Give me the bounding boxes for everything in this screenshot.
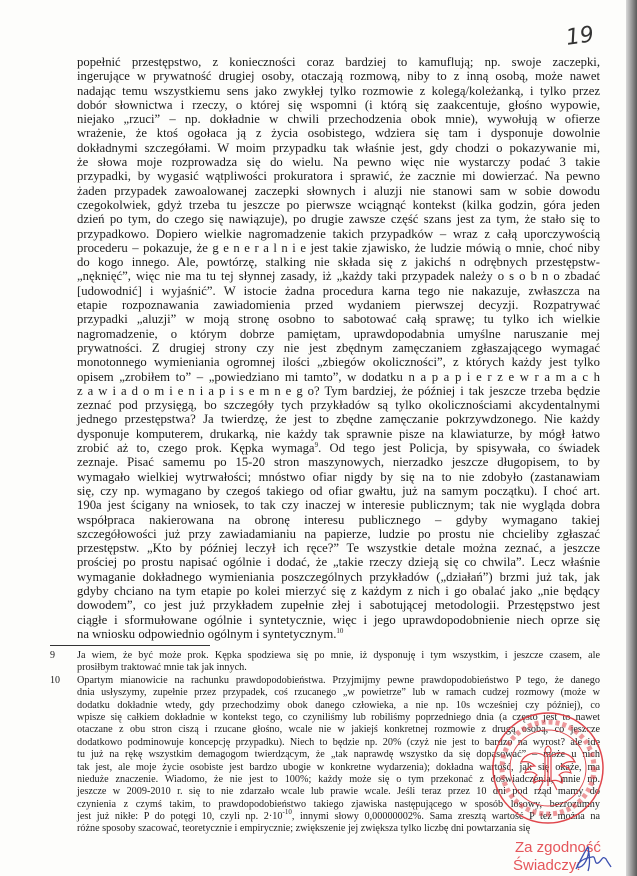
text-line (77, 241, 600, 255)
line-text: ciągłe i sformułowane ogólnie i syntetycznie, więc i jego uprawdopodobnienie niech oprze się (77, 612, 600, 627)
line-text: prywatności. Z drugiej strony czy nie jest zbędnym zamęczaniem zgłaszającego wymagać (77, 340, 600, 355)
text-line (77, 584, 600, 598)
handwritten-page-number: 19 (564, 22, 596, 51)
text-line (77, 412, 600, 426)
line-text: gdyby chciano na tym etapie po kolei mierzyć się z każdym z nich i go obalać jako „nie będący (77, 583, 600, 598)
line-text: popełnić przestępstwo, z konieczności coraz bardziej to kamuflują; np. swoje zaczepki, (77, 55, 600, 69)
line-text: żaden przypadek zawoalowanej zaczepki słownych i aluzji nie stanowi sam w sobie dowodu (77, 183, 600, 198)
line-text: [udowodnić] i wyjaśnić”. W istocie żadna procedura karna tego nie nakazuje, zwłaszcza na (77, 283, 600, 298)
line-text: zeznaje. Pisać samemu po 15-20 stron maszynowych, nierzadko jeszcze długopisem, to by (77, 455, 600, 470)
line-text: nieduże znaczenie. Wiadomo, że nie jest to 100%; każdy może się o tym przekonać z doświadczenia, mnie np. (77, 773, 600, 785)
line-text: , innymi słowy 0,00000002%. Sama zresztą wartość P też można na (291, 811, 600, 823)
line-text: na wniosku odpowiednio ogólnym i syntetycznym. (77, 626, 337, 641)
text-line (77, 555, 600, 569)
line-text: szczegółowości już przy zawiadamianiu na papierze, ludzie po prostu nie chcieliby zgłaszać (77, 526, 600, 541)
line-text: prosiłbym traktować mnie tak jak innych. (77, 662, 247, 674)
text-line (77, 69, 600, 83)
line-text: jest już nikłe: P do potęgi 10, czyli np. 2·10 (77, 811, 283, 823)
text-line (77, 455, 600, 469)
text-line (77, 55, 600, 69)
text-line (77, 269, 600, 283)
line-text: wymaganie dokładnego wymieniania poszczególnych przykładów („działań”) brzmi już tak, jak (77, 569, 600, 584)
line-text: dysponuje komputerem, drukarką, nie każdy tak sprawnie pisze na klawiaturze, by mógł łatwo (77, 426, 600, 441)
text-line (77, 84, 600, 98)
line-text: wymagało wielkiej wytrwałości; mnóstwo ofiar nigdy by się na to nie zdobyło (zastanawiam (77, 469, 600, 484)
text-line (77, 298, 600, 312)
line-text: tu już na rękę wszystkim demagogom twierdzącym, że „tak naprawdę wszystko da się dopasować” – może u nich (77, 749, 600, 761)
line-text: współpraca nakierowana na obronę interesu publicznego – gdyby wymagano takiej (77, 512, 600, 527)
line-text: otaczane z obu stron ciszą i rzucane głośno, wcale nie w jakiejś konkretnej rozmowie z drugą osobą, co jeszcze (77, 724, 600, 736)
line-text: jednego przestępstwa? Ja twierdzę, że jest to zbędne zamęczanie pokrzywdzonego. Nie każdy (77, 412, 600, 427)
line-text: zeznać pod przysięgą, bo szczegóły tych przykładów są tylko okolicznościami akcydentalnymi (77, 398, 600, 413)
line-text: Opartym mianowicie na rachunku prawdopodobieństwa. Przyjmijmy pewne prawdopodobieństwo P tego, że danego (77, 674, 600, 686)
text-line (77, 198, 600, 212)
text-line (77, 255, 600, 269)
line-text: ingerujące w prywatność drugiej osoby, otaczają rozmową, niby to z inną osobą, może nawet (77, 69, 600, 84)
line-text: jeszcze w 2009-2010 r. się to nie zdarzało wcale lub prawie wcale. Jeśli teraz przez 10 dni pod rząd mamy do (77, 786, 600, 798)
text-line (77, 212, 600, 226)
line-text: się, czy np. wymagano by czegoś takiego od ofiar gwałtu, już na samym początku). I choć art. (77, 483, 600, 498)
line-text: monotonnego wymieniania ogromnej ilości „zbiegów okoliczności”, z których każdy jest tylko (77, 355, 600, 370)
text-line (77, 312, 600, 326)
text-line (77, 627, 600, 641)
text-line (77, 327, 600, 341)
attestation-line-1: Za zgodność (515, 839, 601, 856)
line-text: przypadki „aluzji” w moją stronę osobno to sabotować całą sprawę; tu tylko ich wielkie (77, 312, 600, 327)
line-text: nagromadzenie, o którym dobrze pamiętam, uprawdopodabnia umyślne naruszanie mej (77, 326, 600, 341)
scanner-edge (626, 0, 637, 876)
footnote-number: 9 (50, 650, 55, 661)
text-line (77, 398, 600, 412)
text-line (77, 112, 600, 126)
text-line (77, 498, 600, 512)
text-line (77, 184, 600, 198)
line-text: wrażenie, że ktoś ogołaca ją z życia osobistego, wdziera się tam i dysponuje dowolnie (77, 126, 600, 141)
text-line (77, 662, 600, 674)
line-text: że słowa moje rozprowadza się do wielu. Na pewno więc nie wystarczy podać 3 takie (77, 155, 600, 170)
line-text: etapie rozpoznawania zawiadomienia przed wydaniem pierwszej decyzji. Rozpatrywać (77, 298, 600, 313)
attestation-line-2: Świadczy: (513, 856, 581, 874)
text-line (77, 384, 600, 398)
line-text: dokładnymi szczegółami. W moim przypadku tak właśnie jest, gdy chodzi o pokazywanie mi, (77, 140, 600, 155)
line-text: dowodem”, co jest już przykładem zupełnie złej i sabotującej metodologii. Przestępstwo jest (77, 598, 600, 613)
superscript: 10 (336, 626, 344, 635)
text-line (77, 513, 600, 527)
text-line (77, 598, 600, 612)
eagle-emblem-icon (521, 746, 575, 790)
text-line (77, 541, 600, 555)
line-text: czynienia z czymś takim, to prawdopodobieństwo takiego zjawiska następującego w sposób losowy, bezrozumny (77, 798, 600, 810)
signature (572, 843, 612, 873)
line-text: . Od tego jest Policja, by spisywała, co świadek (318, 441, 600, 456)
text-line (77, 527, 600, 541)
text-line (77, 141, 600, 155)
text-line (77, 169, 600, 183)
line-text: przypadki, by wygasić wątpliwości prokuratora i sprawić, że zacznie mi dowierzać. Na pewno (77, 169, 600, 184)
line-text: procederu – pokazuje, że g e n e r a l n i e jest takie zjawisko, że ludzie mówią o mnie, choć niby (77, 240, 600, 255)
text-line (77, 284, 600, 298)
line-text: opisem „zrobiłem to” – „powiedziano mi tamto”, w dodatku n a p a p i e r z e w r a m a c h (77, 369, 600, 384)
line-text: 190a jest ścigany na wniosek, to tak czy inaczej w interesie publicznym; tak nie wygląda dobra (77, 498, 600, 513)
line-text: zrobić aż to, czego prok. Kępka wymaga (77, 441, 315, 456)
line-text: do kogo innego. Ale, powtórzę, stalking nie składa się z jakichś n odrębnych przestępstw- (77, 255, 600, 270)
text-line (77, 427, 600, 441)
text-line (77, 227, 600, 241)
body-text (77, 55, 600, 641)
text-line (77, 570, 600, 584)
line-text: z a w i a d o m i e n i a p i s e m n e g o? Tym bardziej, że później i tak jeszcze trzeba będzie (77, 383, 600, 398)
footnote-separator (50, 645, 210, 646)
line-text: przestępstw. „Kto by później leczył ich ręce?” Te wszystkie detale można zeznać, a jeszcze (77, 541, 600, 556)
superscript: -10 (282, 808, 292, 817)
line-text: niejako „rzuci” – np. dokładnie w chwili przechodzenia obok mnie), wywołują w ofierze (77, 112, 600, 127)
footnote (50, 650, 600, 675)
text-line (77, 675, 600, 687)
line-text: wpisze się całkiem dokładnie w kontekst tego, co czyniliśmy lub robiliśmy poprzedniego dnia (a często jest to nawet (77, 711, 600, 723)
line-text: czegokolwiek, gdyż trzeba tu jeszcze po pierwsze wciągnąć kontekst (kilka godzin, góra jeden (77, 197, 600, 212)
line-text: dodatku dokładnie wtedy, gdy przechodzimy obok danego człowieka, a nie np. 10s wcześniej czy później), co (77, 699, 600, 711)
text-line (77, 687, 600, 699)
line-text: dzień po tym, do czego się nawiązuje), po drugie zawsze część szans jest za tym, że stało się to (77, 212, 600, 227)
footnote-number: 10 (50, 674, 60, 686)
line-text: dodatkowo podminowuje koncepcję przypadku). Niech to będzie np. 20% (czyż nie jest to bardzo na wyrost? ale idę (77, 736, 600, 748)
text-line (77, 355, 600, 369)
text-line (77, 370, 600, 384)
text-line (77, 441, 600, 455)
text-line (77, 613, 600, 627)
line-text: przypadkowo. Dopiero wielkie nagromadzenie takich przypadków – wraz z całą uporczywością (77, 226, 600, 241)
text-line (77, 484, 600, 498)
line-text: „nęknięć”, więc nie ma tu tej słynnej zasady, iż „każdy taki przypadek należy o s o b n o zbadać (77, 269, 600, 284)
text-line (77, 126, 600, 140)
line-text: nadając temu wszystkiemu sens jako zwykłej tylko rozmowie z kolegą/koleżanką, i tylko przez (77, 83, 600, 98)
text-line (77, 155, 600, 169)
line-text: różne sposoby szacować, teoretycznie i empirycznie; zwiększenie jej zwiększa tylko liczbę dni powtarzania się (77, 823, 531, 835)
official-stamp (490, 710, 606, 826)
line-text: dnia usłyszymy, zupełnie przez przypadek, coś rzucanego „w powietrze” lub w ramach cudzej rozmowy (może w (77, 687, 600, 699)
text-line (77, 650, 600, 662)
text-line (77, 470, 600, 484)
text-line (77, 341, 600, 355)
superscript: 9 (314, 441, 319, 450)
text-line (77, 98, 600, 112)
line-text: prościej po prostu napisać ogólnie i dodać, że „takie rzeczy dzieją się co chwila”. Lecz właśnie (77, 555, 600, 570)
line-text: Ja wiem, że być może prok. Kępka spodziewa się po mnie, iż dysponuję i tym wszystkim, i jeszcze czasem, ale (77, 650, 600, 661)
line-text: dobór słownictwa i rzeczy, o której się wspomni (i którą się zaakcentuje, głośno wypowie, (77, 97, 600, 112)
line-text: tak jest, ale moje życie osobiste jest bardzo ubogie w konkretne wydarzenia); dokładna wartość, jak się okaże, ma (77, 761, 600, 773)
